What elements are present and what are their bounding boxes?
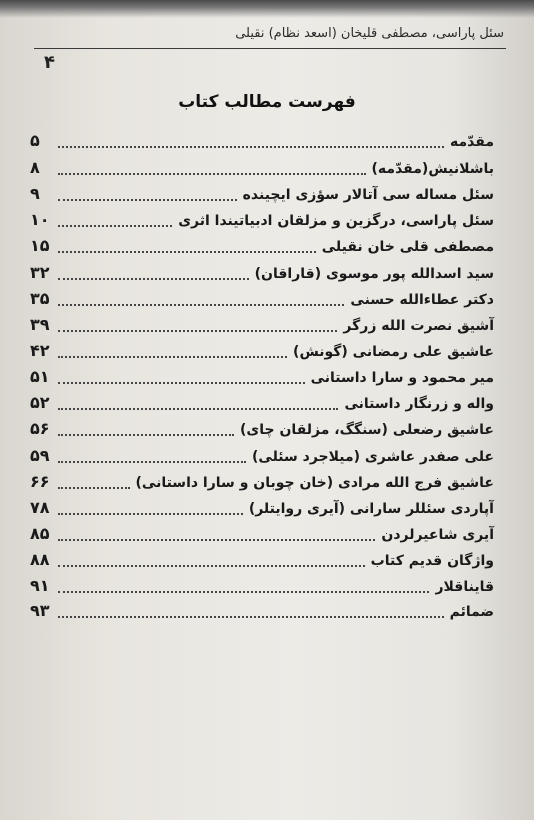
toc-entry-title: واژگان قدیم کتاب: [370, 553, 494, 569]
toc-title: فهرست مطالب کتاب: [178, 92, 356, 112]
toc-page-number: ۵۹: [30, 446, 50, 465]
toc-leader-dots: [58, 461, 246, 463]
toc-page-number: ۴۲: [30, 341, 50, 360]
page-top-shadow: [0, 0, 534, 18]
toc-entry-title: واله و زرنگار داستانی: [344, 396, 494, 412]
toc-entry: [30, 338, 494, 362]
toc-entry: [30, 207, 494, 231]
toc-leader-dots: [58, 565, 365, 567]
toc-page-number: ۸: [30, 158, 40, 177]
toc-entry-title: عاشیق فرج الله مرادی (خان چوبان و سارا داستانی): [135, 475, 494, 491]
toc-page-number: ۷۸: [30, 498, 50, 517]
toc-page-number: ۳۲: [30, 263, 50, 282]
toc-entry: [30, 547, 494, 571]
toc-page-number: ۱۵: [30, 236, 50, 255]
toc-entry: [30, 128, 494, 152]
toc-page-number: ۹۱: [30, 576, 50, 595]
toc-entry: [30, 233, 494, 257]
toc-entry: [30, 155, 494, 179]
toc-leader-dots: [58, 356, 287, 358]
toc-entry: [30, 443, 494, 467]
toc-page-number: ۵: [30, 131, 40, 150]
toc-page-number: ۱۰: [30, 210, 50, 229]
toc-entry-title: مصطفی قلی خان نقیلی: [321, 239, 494, 255]
toc-leader-dots: [58, 382, 305, 384]
toc-entry-title: مقدّمه: [450, 134, 494, 150]
toc-leader-dots: [58, 487, 130, 489]
toc-entry: [30, 573, 494, 597]
toc-entry: [30, 495, 494, 519]
toc-leader-dots: [58, 330, 337, 332]
toc-leader-dots: [58, 539, 375, 541]
toc-entry-title: دکتر عطاءالله حسنی: [350, 292, 494, 308]
toc-leader-dots: [58, 278, 249, 280]
toc-entry: [30, 181, 494, 205]
toc-page-number: ۸۵: [30, 524, 50, 543]
toc-entry: [30, 521, 494, 545]
toc-page-number: ۵۱: [30, 367, 50, 386]
toc-leader-dots: [58, 251, 316, 253]
toc-page-number: ۸۸: [30, 550, 50, 569]
toc-entry-title: آشیق نصرت الله زرگر: [343, 318, 494, 334]
toc-leader-dots: [58, 434, 234, 436]
toc-entry-title: عاشیق علی رمضانی (گونش): [293, 344, 494, 360]
toc-page-number: ۹۳: [30, 601, 50, 620]
toc-entry-title: سید اسدالله پور موسوی (قاراقان): [254, 266, 494, 282]
toc-entry: [30, 598, 494, 622]
toc-page-number: ۳۵: [30, 289, 50, 308]
toc-entry-title: آیری شاعیرلردن: [381, 527, 494, 543]
header-divider: [34, 48, 506, 49]
toc-leader-dots: [58, 304, 344, 306]
toc-entry-title: ضمائم: [449, 604, 494, 620]
toc-entry: [30, 286, 494, 310]
toc-page-number: ۶۶: [30, 472, 50, 491]
toc-leader-dots: [58, 513, 243, 515]
toc-leader-dots: [58, 146, 444, 148]
toc-entry: [30, 416, 494, 440]
toc-leader-dots: [58, 225, 172, 227]
running-head: سئل پاراسی، مصطفی قلیخان (اسعد نظام) نقیلی: [235, 26, 504, 41]
toc-leader-dots: [58, 616, 444, 618]
toc-entry: [30, 312, 494, 336]
toc-entry-title: قایناقلار: [435, 579, 494, 595]
toc-leader-dots: [58, 199, 237, 201]
toc-page-number: ۳۹: [30, 315, 50, 334]
toc-entry-title: عاشیق رضعلی (سنگگ، مزلقان چای): [240, 422, 494, 438]
toc-entry-title: باشلانیش(مقدّمه): [371, 161, 494, 177]
toc-leader-dots: [58, 173, 366, 175]
toc-page-number: ۵۶: [30, 419, 50, 438]
toc-entry: [30, 469, 494, 493]
toc-entry-title: آپاردی سئللر سارانی (آیری روایتلر): [248, 501, 494, 517]
page-number: ۴: [44, 52, 55, 73]
toc-page-number: ۹: [30, 184, 40, 203]
toc-page-number: ۵۲: [30, 393, 50, 412]
toc-entry-title: میر محمود و سارا داستانی: [310, 370, 494, 386]
toc-entry: [30, 260, 494, 284]
toc-entry-title: علی صفدر عاشری (میلاجرد سئلی): [252, 449, 494, 465]
toc-entry-title: سئل پاراسی، درگزین و مزلقان ادبیاتیندا اثری: [178, 213, 494, 229]
toc-entry: [30, 390, 494, 414]
toc-entry-title: سئل مساله سی آتالار سؤزی ایچینده: [242, 187, 494, 203]
toc-leader-dots: [58, 591, 429, 593]
toc-leader-dots: [58, 408, 338, 410]
toc-entry: [30, 364, 494, 388]
